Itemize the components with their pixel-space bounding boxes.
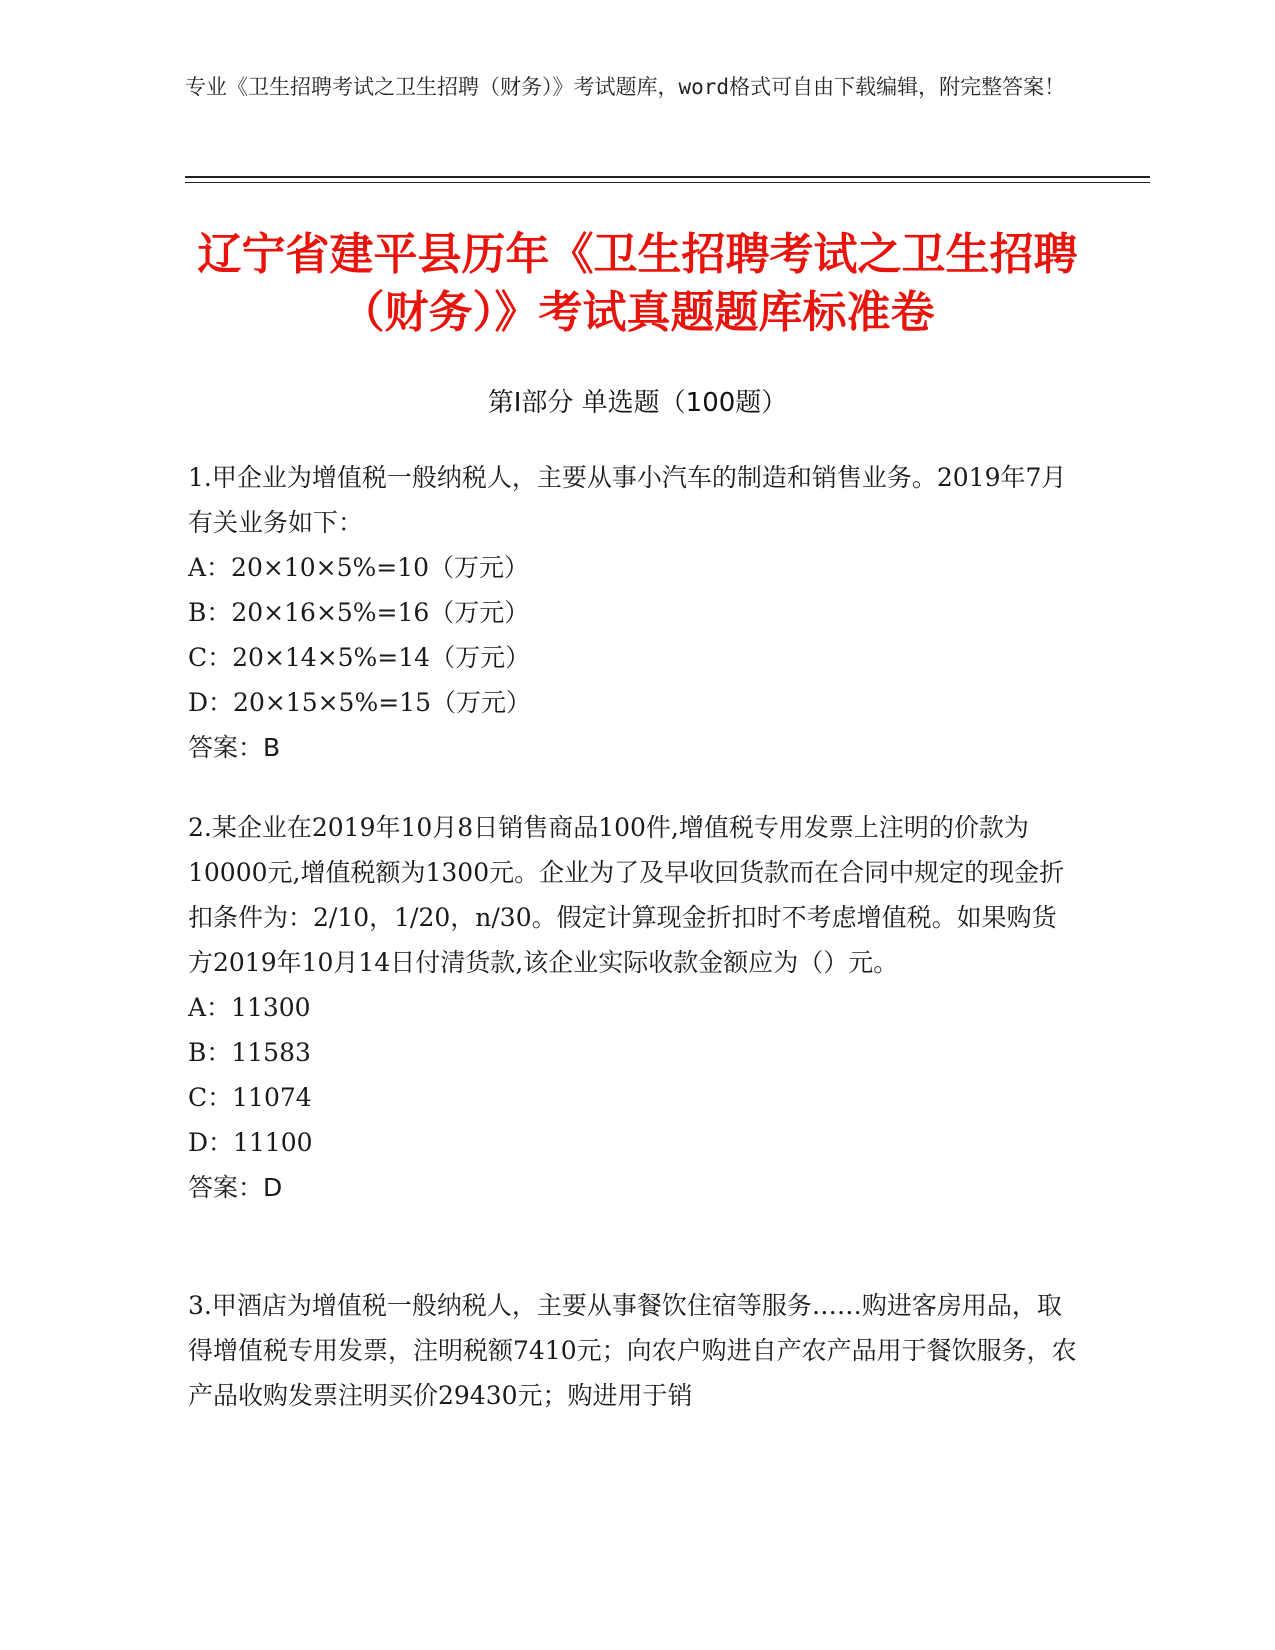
question-1 [188,455,1078,770]
option-a: A：20×10×5%=10（万元） [188,553,529,582]
header-divider-thick [185,176,1150,178]
document-title: 辽宁省建平县历年《卫生招聘考试之卫生招聘（财务）》考试真题题库标准卷 [197,229,1078,338]
header-note: 专业《卫生招聘考试之卫生招聘（财务）》考试题库，word格式可自由下载编辑，附完整答案！ [185,75,1066,99]
question-2 [188,805,1078,1210]
header-divider-thin [185,182,1150,183]
option-d: D：11100 [188,1128,313,1157]
answer: 答案：B [188,733,281,762]
answer: 答案：D [188,1173,283,1202]
question-stem: 3.甲酒店为增值税一般纳税人，主要从事餐饮住宿等服务……购进客房用品，取得增值税专用发票，注明税额7410元；向农户购进自产农产品用于餐饮服务，农产品收购发票注明买价29430元；购进用于销 [188,1291,1077,1410]
option-c: C：11074 [188,1083,312,1112]
option-d: D：20×15×5%=15（万元） [188,688,531,717]
option-b: B：20×16×5%=16（万元） [188,598,530,627]
section-title: 第Ⅰ部分 单选题（100题） [487,388,788,418]
option-c: C：20×14×5%=14（万元） [188,643,531,672]
option-b: B：11583 [188,1038,311,1067]
question-3 [188,1283,1078,1418]
question-stem: 1.甲企业为增值税一般纳税人，主要从事小汽车的制造和销售业务。2019年7月有关业务如下： [188,463,1067,537]
option-a: A：11300 [188,993,311,1022]
question-stem: 2.某企业在2019年10月8日销售商品100件,增值税专用发票上注明的价款为10000元,增值税额为1300元。企业为了及早收回货款而在合同中规定的现金折扣条件为：2/10，1/20，n/30。假定计算现金折扣时不考虑增值税。如果购货方2019年10月14日付清货款,该企业实际收款金额应为（）元。 [188,813,1065,977]
